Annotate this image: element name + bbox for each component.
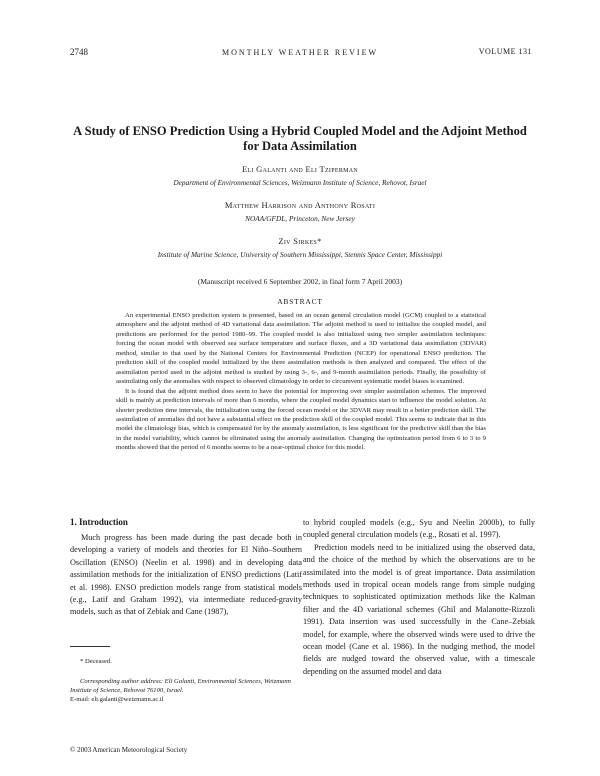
author-group-3: Ziv Sirkes* [278,236,322,246]
copyright-notice: © 2003 American Meteorological Society [70,746,188,754]
footnote-corresponding-author [70,677,302,704]
title-line-2: for Data Assimilation [243,139,357,153]
volume-label: VOLUME 131 [478,47,532,56]
journal-running-head: MONTHLY WEATHER REVIEW [221,48,379,57]
abstract-heading: ABSTRACT [277,297,323,306]
paper-title [60,124,540,154]
affiliation-1: Department of Environmental Sciences, Weizmann Institute of Science, Rehovot, Israel [173,178,427,187]
intro-paragraph-2: Prediction models need to be initialized using the observed data, and the choice of the method by which the observations are to be assimilated into the model is of great importance. Data assimilation methods used in tropical ocean models range from simple nudging techniques to sophisticated optimization methods like the Kalman filter and the 4D variational schemes (Ghil and Malanotte-Rizzoli 1991). Data insertion was used successfully in the Cane–Zebiak model, for example, where the observed winds were used to drive the ocean model (Cane et al. 1986). In the nudging method, the model fields are nudged toward the observed value, with a timescale depending on the assumed model and data [303,542,535,676]
author-group-2: Matthew Harrison and Anthony Rosati [224,200,376,210]
intro-paragraph-1: Much progress has been made during the past decade both in developing a variety of models and theories for El Niño–Southern Oscillation (ENSO) (Neelin et al. 1998) and in developing data assimilation methods for the initialization of ENSO predictions (Latif et al. 1998). ENSO prediction models range from statistical models (e.g., Latif and Graham 1992), via intermediate reduced-gravity models, such as that of Zebiak and Cane (1987), [70,533,302,617]
corresponding-email: E-mail: eli.galanti@weizmann.ac.il [70,696,164,703]
abstract-body [116,311,486,453]
abstract-paragraph-2: It is found that the adjoint method does seem to have the potential for improving over simpler assimilation schemes. The improved skill is mainly at prediction intervals of more than 6 months, where the coupled model dynamics start to influence the model solution. At shorter prediction time intervals, the initialization using the forced ocean model or the 3DVAR may result in a better prediction skill. The assimilation of anomalies did not have a substantial effect on the prediction skill of the coupled model. This seems to indicate that in this model the climatology bias, which is compensated for by the anomaly assimilation, is less significant for the predictive skill than the bias in the model variability, which cannot be eliminated using the anomaly assimilation. Changing the optimization period from 6 to 3 to 9 months showed that the period of 6 months seems to be a near-optimal choice for this model. [116,387,486,452]
title-line-1: A Study of ENSO Prediction Using a Hybrid Coupled Model and the Adjoint Method [73,124,527,138]
left-column-text [70,532,302,619]
footnote-rule [70,646,110,647]
page-number: 2748 [70,47,88,57]
footnote-deceased: * Deceased. [80,658,112,665]
corresponding-address: Corresponding author address: Eli Galanti, Environmental Sciences, Weizmann Institute of Science, Rehovot 76100, Israel. [70,678,291,694]
affiliation-3: Institute of Marine Science, University of Southern Mississippi, Stennis Space Center, Mississippi [157,250,443,259]
section-heading-introduction: 1. Introduction [70,517,128,527]
manuscript-received: (Manuscript received 6 September 2002, in final form 7 April 2003) [197,277,403,286]
right-column-text [303,517,535,678]
author-group-1: Eli Galanti and Eli Tziperman [241,164,359,174]
affiliation-2: NOAA/GFDL, Princeton, New Jersey [245,214,355,223]
abstract-paragraph-1: An experimental ENSO prediction system is presented, based on an ocean general circulation model (GCM) coupled to a statistical atmosphere and the adjoint method of 4D variational data assimilation. The adjoint method is used to initialize the coupled model, and predictions are performed for the period 1980–99. The coupled model is also initialized using two simpler assimilation techniques: forcing the ocean model with observed sea surface temperature and surface fluxes, and a 3D variational data assimilation (3DVAR) method, similar to that used by the National Centers for Environmental Prediction (NCEP) for operational ENSO prediction. The prediction skill of the coupled model initialized by the three assimilation methods is then analyzed and compared. The effect of the assimilation period used in the adjoint method is studied by using 3-, 6-, and 9-month assimilation periods. Finally, the possibility of assimilating only the anomalies with respect to observed climatology in order to circumvent systematic model biases is examined. [116,312,486,386]
intro-paragraph-1-continued: to hybrid coupled models (e.g., Syu and Neelin 2000b), to fully coupled general circulation models (e.g., Rosati et al. 1997). [303,518,535,540]
